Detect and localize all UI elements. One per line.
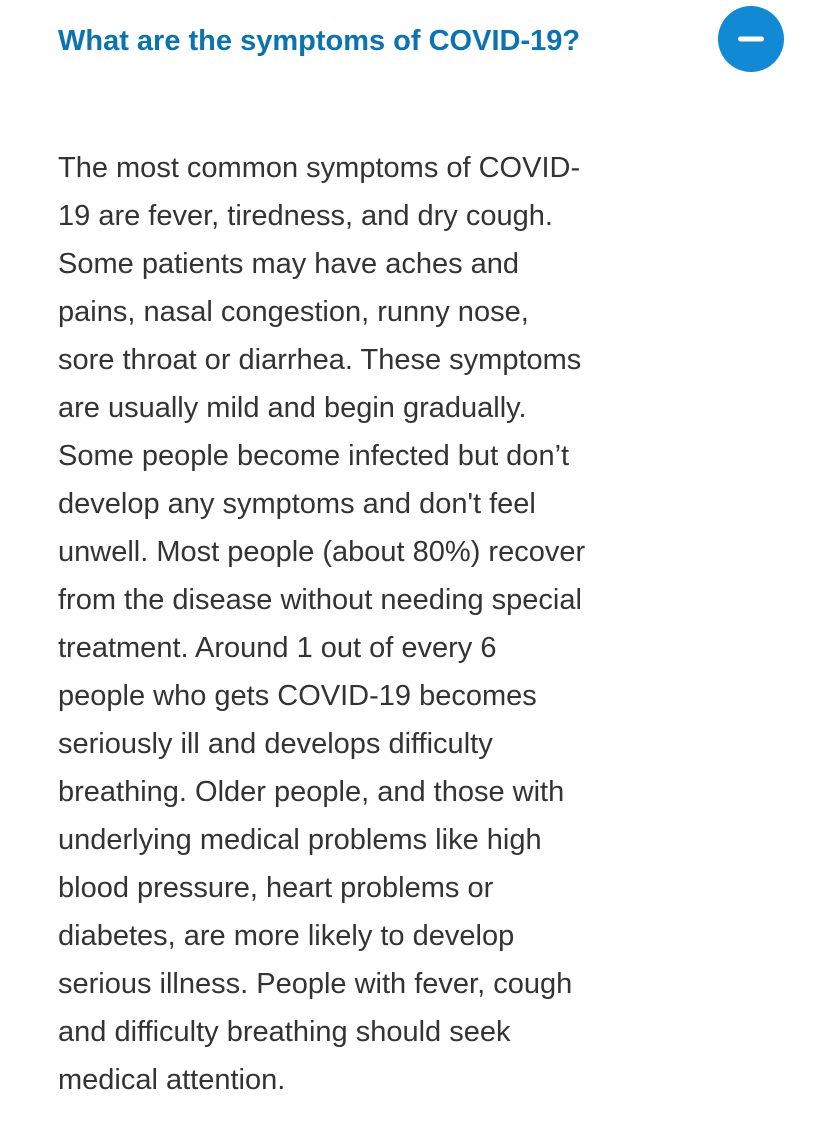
faq-header[interactable] — [0, 0, 828, 90]
answer-line: blood pressure, heart problems or — [58, 872, 494, 904]
answer-line: diabetes, are more likely to develop — [58, 920, 515, 952]
faq-question-title[interactable]: What are the symptoms of COVID-19? — [58, 25, 581, 57]
answer-line: medical attention. — [58, 1064, 286, 1096]
answer-line: The most common symptoms of COVID- — [58, 152, 581, 184]
answer-line: 19 are fever, tiredness, and dry cough. — [58, 200, 553, 232]
answer-line: underlying medical problems like high — [58, 824, 542, 856]
answer-line: from the disease without needing special — [58, 584, 582, 616]
answer-line: sore throat or diarrhea. These symptoms — [58, 344, 582, 376]
answer-line: Some people become infected but don’t — [58, 440, 570, 472]
answer-line: are usually mild and begin gradually. — [58, 392, 527, 424]
answer-line: breathing. Older people, and those with — [58, 776, 565, 808]
answer-line: develop any symptoms and don't feel — [58, 488, 536, 520]
answer-line: Some patients may have aches and — [58, 248, 520, 280]
faq-answer — [58, 144, 658, 1104]
collapse-button[interactable] — [718, 6, 784, 72]
answer-line: and difficulty breathing should seek — [58, 1016, 511, 1048]
answer-line: pains, nasal congestion, runny nose, — [58, 296, 529, 328]
answer-line: serious illness. People with fever, cough — [58, 968, 573, 1000]
answer-line: people who gets COVID-19 becomes — [58, 680, 537, 712]
answer-line: treatment. Around 1 out of every 6 — [58, 632, 497, 664]
minus-icon — [718, 6, 784, 72]
answer-line: unwell. Most people (about 80%) recover — [58, 536, 586, 568]
answer-line: seriously ill and develops difficulty — [58, 728, 493, 760]
